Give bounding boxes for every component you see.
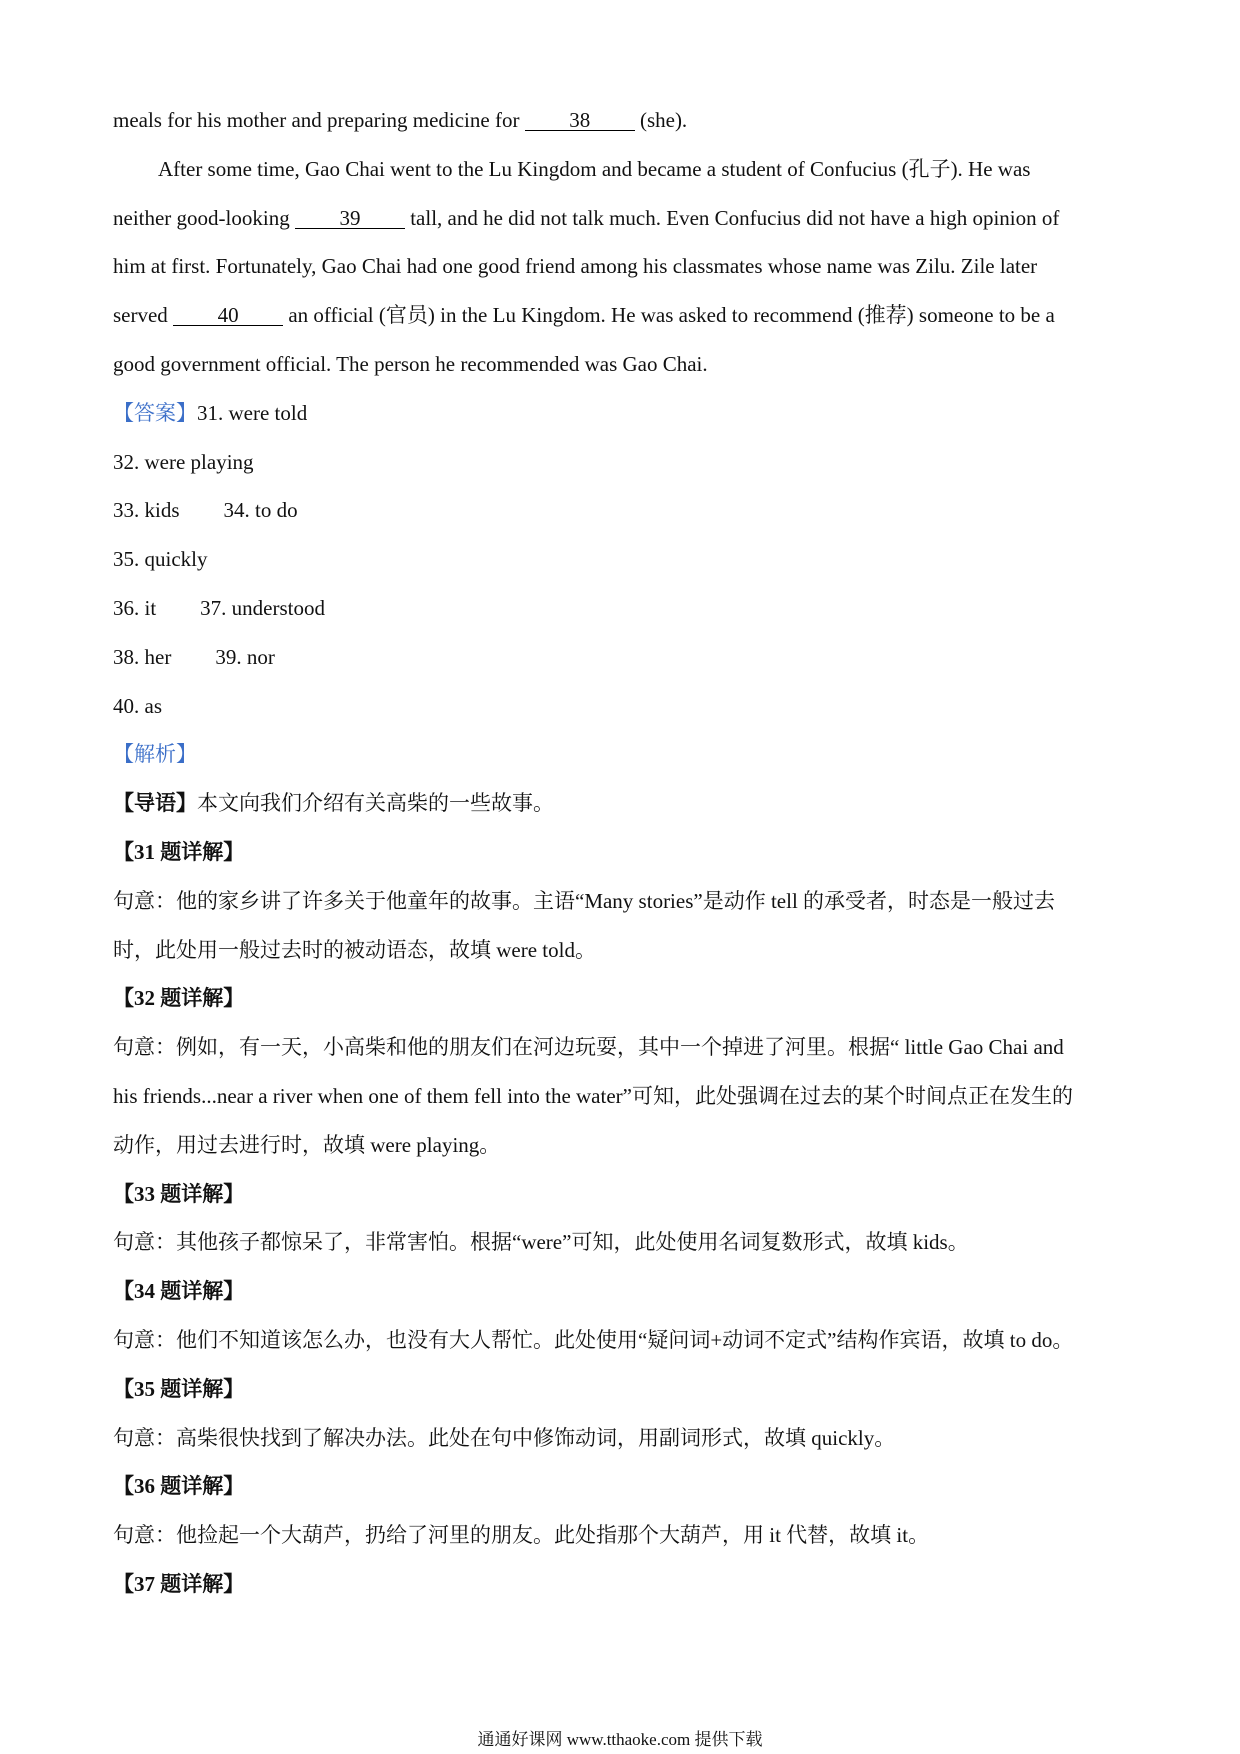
answer-item-31: 31. were told bbox=[197, 400, 308, 425]
intro-line bbox=[113, 779, 1133, 828]
answer-item-33: 33. kids bbox=[113, 498, 180, 523]
blank-39: 39 bbox=[295, 208, 405, 229]
blank-38: 38 bbox=[525, 110, 635, 131]
analysis-label-line bbox=[113, 730, 1133, 779]
answer-item-34: 34. to do bbox=[223, 498, 298, 523]
page-footer: 通通好课网 www.tthaoke.com 提供下载 bbox=[477, 1730, 763, 1749]
answer-label: 【答案】 bbox=[113, 400, 197, 425]
detail-heading-37: 【37 题详解】 bbox=[113, 1571, 245, 1596]
detail-text: 句意：他的家乡讲了许多关于他童年的故事。主语“Many stories”是动作 tell 的承受者，时态是一般过去 bbox=[113, 888, 1056, 913]
analysis-label: 【解析】 bbox=[113, 742, 197, 767]
answer-item-35: 35. quickly bbox=[113, 547, 208, 572]
passage-line-4 bbox=[113, 242, 1133, 291]
passage-text: him at first. Fortunately, Gao Chai had one good friend among his classmates whose name was Zilu. Zile later bbox=[113, 254, 1038, 279]
passage-line-2 bbox=[113, 145, 1133, 194]
answer-line bbox=[113, 438, 1133, 487]
detail-text: 时，此处用一般过去时的被动语态，故填 were told。 bbox=[113, 937, 596, 962]
passage-text: (she). bbox=[639, 108, 688, 132]
blank-40: 40 bbox=[173, 305, 283, 326]
detail-heading-34: 【34 题详解】 bbox=[113, 1279, 245, 1304]
detail-text: 句意：他捡起一个大葫芦，扔给了河里的朋友。此处指那个大葫芦，用 it 代替，故填 it。 bbox=[113, 1523, 930, 1548]
answer-line bbox=[113, 486, 1133, 535]
answer-line bbox=[113, 682, 1133, 731]
detail-heading-32: 【32 题详解】 bbox=[113, 986, 245, 1011]
detail-heading-33: 【33 题详解】 bbox=[113, 1181, 245, 1206]
detail-text: 句意：例如，有一天，小高柴和他的朋友们在河边玩耍，其中一个掉进了河里。根据“ little Gao Chai and bbox=[113, 1035, 1064, 1060]
passage-line-1 bbox=[113, 96, 1133, 145]
passage-text: good government official. The person he recommended was Gao Chai. bbox=[113, 351, 708, 376]
detail-heading-36: 【36 题详解】 bbox=[113, 1474, 245, 1499]
detail-text: 句意：高柴很快找到了解决办法。此处在句中修饰动词，用副词形式，故填 quickly。 bbox=[113, 1425, 896, 1450]
document-content bbox=[113, 96, 1133, 1609]
answer-item-39: 39. nor bbox=[215, 644, 275, 669]
passage-text: tall, and he did not talk much. Even Confucius did not have a high opinion of bbox=[410, 205, 1060, 230]
detail-text: his friends...near a river when one of them fell into the water”可知，此处强调在过去的某个时间点正在发生的 bbox=[113, 1083, 1073, 1108]
answer-line bbox=[113, 633, 1133, 682]
passage-text: After some time, Gao Chai went to the Lu Kingdom and became a student of Confucius (孔子). He was bbox=[158, 156, 1031, 181]
passage-line-5 bbox=[113, 291, 1133, 340]
passage-line-3 bbox=[113, 194, 1133, 243]
passage-text: served bbox=[113, 303, 168, 328]
answer-item-37: 37. understood bbox=[200, 595, 325, 620]
answer-item-36: 36. it bbox=[113, 595, 157, 620]
passage-text: an official (官员) in the Lu Kingdom. He was asked to recommend (推荐) someone to be a bbox=[288, 303, 1055, 328]
answer-item-32: 32. were playing bbox=[113, 449, 254, 474]
passage-line-6 bbox=[113, 340, 1133, 389]
detail-text: 句意：其他孩子都惊呆了，非常害怕。根据“were”可知，此处使用名词复数形式，故填 kids。 bbox=[113, 1230, 969, 1255]
detail-heading-31: 【31 题详解】 bbox=[113, 839, 245, 864]
intro-label: 【导语】 bbox=[113, 791, 197, 816]
passage-text: meals for his mother and preparing medicine for bbox=[113, 108, 520, 132]
passage-text: neither good-looking bbox=[113, 205, 290, 230]
detail-heading-35: 【35 题详解】 bbox=[113, 1376, 245, 1401]
detail-text: 句意：他们不知道该怎么办，也没有大人帮忙。此处使用“疑问词+动词不定式”结构作宾语，故填 to do。 bbox=[113, 1327, 1074, 1352]
answer-line bbox=[113, 535, 1133, 584]
answer-item-38: 38. her bbox=[113, 644, 172, 669]
detail-text: 动作，用过去进行时，故填 were playing。 bbox=[113, 1132, 501, 1157]
answer-line bbox=[113, 584, 1133, 633]
intro-text: 本文向我们介绍有关高柴的一些故事。 bbox=[197, 791, 554, 816]
answer-item-40: 40. as bbox=[113, 693, 162, 718]
answer-line bbox=[113, 389, 1133, 438]
